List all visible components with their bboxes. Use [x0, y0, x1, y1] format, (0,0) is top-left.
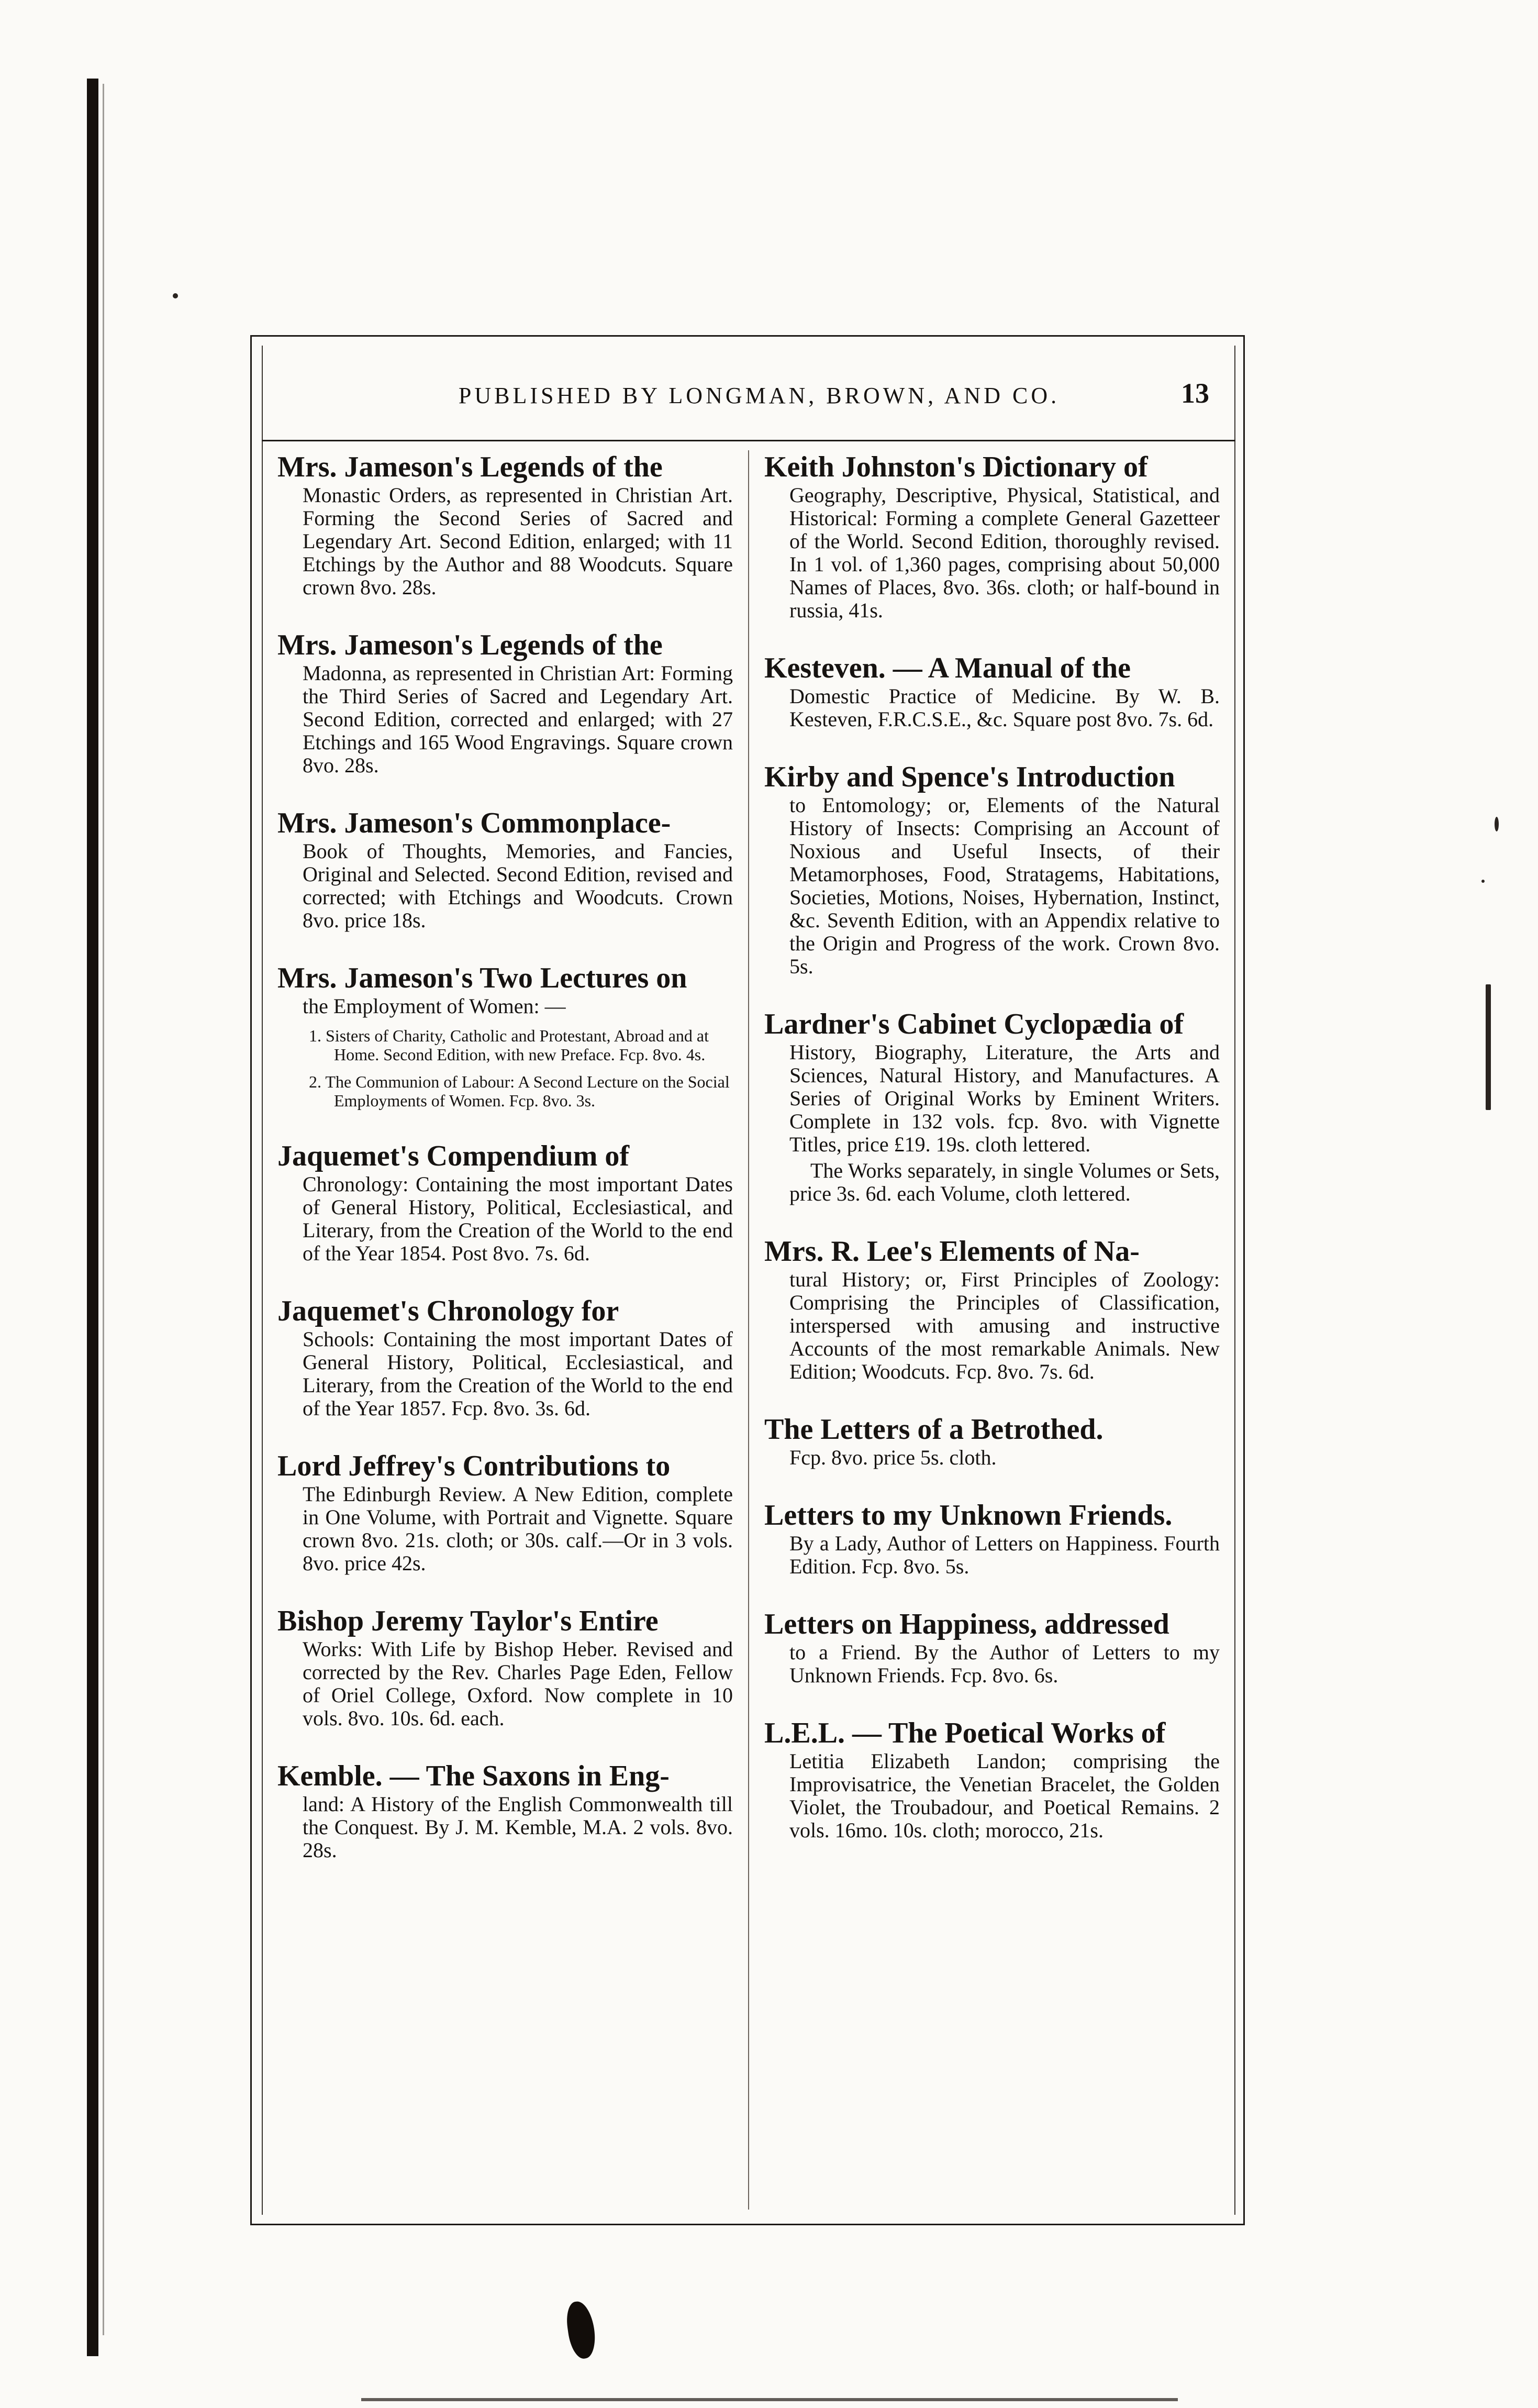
entry-title: Mrs. Jameson's Legends of the [277, 629, 663, 661]
binding-edge-shadow [87, 79, 98, 2356]
entry-body: tural History; or, First Principles of Zoology: Comprising the Principles of Classification, interspersed with amusing and instructive Accounts of the most remarkable Animals. New Edition; Woodcuts. Fcp. 8vo. 7s. 6d. [789, 1268, 1220, 1383]
entry-body: Geography, Descriptive, Physical, Statistical, and Historical: Forming a complete General Gazetteer of the World. Second Edition, thoroughly revised. In 1 vol. of 1,360 pages, comprising about 50,000 Names of Places, 8vo. 36s. cloth; or half-bound in russia, 41s. [789, 483, 1220, 622]
entry-body: Schools: Containing the most important Dates of General History, Political, Ecclesiastical, and Literary, from the Creation of the World to the end of the Year 1857. Fcp. 8vo. 3s. 6d. [303, 1327, 733, 1420]
entry-title: Mrs. Jameson's Two Lectures on [277, 962, 687, 994]
entry-body: Madonna, as represented in Christian Art: Forming the Third Series of Sacred and Legendary Art. Second Edition, corrected and enlarged; with 27 Etchings and 165 Wood Engravings. Square crown 8vo. 28s. [303, 661, 733, 777]
catalogue-entry [764, 1007, 1220, 1205]
catalogue-entry [277, 961, 733, 1110]
catalogue-entry [277, 1139, 733, 1265]
running-header [262, 361, 1235, 441]
entry-body: Works: With Life by Bishop Heber. Revised and corrected by the Rev. Charles Page Eden, Fellow of Oriel College, Oxford. Now complete in 10 vols. 8vo. 10s. 6d. each. [303, 1637, 733, 1730]
entry-title: Letters to my Unknown Friends. [764, 1499, 1173, 1532]
entry-title: Keith Johnston's Dictionary of [764, 451, 1148, 483]
entry-title: Lardner's Cabinet Cyclopædia of [764, 1008, 1184, 1040]
catalogue-entry [764, 1607, 1220, 1687]
entry-sub-item: 1. Sisters of Charity, Catholic and Protestant, Abroad and at Home. Second Edition, with new Preface. Fcp. 8vo. 4s. [309, 1026, 709, 1064]
entry-title: The Letters of a Betrothed. [764, 1413, 1104, 1446]
entry-title: Mrs. Jameson's Commonplace- [277, 807, 671, 839]
ink-speck [1495, 817, 1499, 831]
entry-title: Kemble. — The Saxons in Eng- [277, 1760, 670, 1792]
entry-title: L.E.L. — The Poetical Works of [764, 1717, 1166, 1749]
entry-body: land: A History of the English Commonwealth till the Conquest. By J. M. Kemble, M.A. 2 vols. 8vo. 28s. [303, 1792, 733, 1862]
catalogue-entry [764, 1413, 1220, 1469]
entry-body: Chronology: Containing the most important Dates of General History, Political, Ecclesiastical, and Literary, from the Creation of the World to the end of the Year 1854. Post 8vo. 7s. 6d. [303, 1172, 733, 1265]
catalogue-entry [764, 651, 1220, 731]
catalogue-entry [277, 1604, 733, 1730]
entry-body: to Entomology; or, Elements of the Natural History of Insects: Comprising an Account of Noxious and Useful Insects, of their Metamorphoses, Food, Stratagems, Habitations, Societies, Motions, Noises, Hybernation, Instinct, &c. Seventh Edition, with an Appendix relative to the Origin and Progress of the work. Crown 8vo. 5s. [789, 793, 1220, 978]
entry-sub-item: 2. The Communion of Labour: A Second Lecture on the Social Employments of Women. Fcp. 8vo. 3s. [309, 1072, 730, 1110]
ink-speck [173, 293, 178, 298]
entry-title: Bishop Jeremy Taylor's Entire [277, 1605, 659, 1637]
catalogue-entry [277, 1759, 733, 1862]
right-column [764, 450, 1220, 1871]
entry-title: Kirby and Spence's Introduction [764, 761, 1175, 793]
entry-body: Book of Thoughts, Memories, and Fancies, Original and Selected. Second Edition, revised and corrected; with Etchings and Woodcuts. Crown 8vo. price 18s. [303, 839, 733, 932]
ink-blot [564, 2300, 598, 2360]
entry-title: Lord Jeffrey's Contributions to [277, 1450, 671, 1482]
entry-body: to a Friend. By the Author of Letters to my Unknown Friends. Fcp. 8vo. 6s. [789, 1640, 1220, 1687]
entry-body: Fcp. 8vo. price 5s. cloth. [789, 1446, 997, 1469]
entry-body: The Edinburgh Review. A New Edition, complete in One Volume, with Portrait and Vignette. Square crown 8vo. 21s. cloth; or 30s. calf.—Or in 3 vols. 8vo. price 42s. [303, 1482, 733, 1575]
catalogue-entry [277, 450, 733, 599]
catalogue-entry [764, 1499, 1220, 1578]
entry-title: Kesteven. — A Manual of the [764, 652, 1131, 684]
ink-speck [1481, 880, 1485, 883]
column-rule [748, 450, 749, 2210]
catalogue-entry [277, 1449, 733, 1575]
left-column [277, 450, 733, 1891]
entry-body: the Employment of Women: — [303, 994, 566, 1018]
catalogue-entry [764, 760, 1220, 978]
catalogue-entry [764, 1716, 1220, 1842]
bottom-dash-rule [361, 2398, 1178, 2401]
entry-title: Mrs. Jameson's Legends of the [277, 451, 663, 483]
entry-note: The Works separately, in single Volumes or Sets, price 3s. 6d. each Volume, cloth lettered. [789, 1159, 1220, 1205]
catalogue-entry [277, 628, 733, 777]
entry-title: Jaquemet's Chronology for [277, 1295, 619, 1327]
entry-title: Jaquemet's Compendium of [277, 1140, 630, 1172]
entry-body: History, Biography, Literature, the Arts and Sciences, Natural History, and Manufactures. A Series of Original Works by Eminent Writers. Complete in 132 vols. fcp. 8vo. with Vignette Titles, price £19. 19s. cloth lettered. [789, 1040, 1220, 1156]
entry-body: Domestic Practice of Medicine. By W. B. Kesteven, F.R.C.S.E., &c. Square post 8vo. 7s. 6d. [789, 684, 1220, 731]
ink-speck [1486, 984, 1491, 1110]
entry-body: Letitia Elizabeth Landon; comprising the Improvisatrice, the Venetian Bracelet, the Golden Violet, the Troubadour, and Poetical Remains. 2 vols. 16mo. 10s. cloth; morocco, 21s. [789, 1749, 1220, 1842]
entry-title: Mrs. R. Lee's Elements of Na- [764, 1235, 1140, 1268]
catalogue-entry [764, 450, 1220, 622]
entry-title: Letters on Happiness, addressed [764, 1608, 1169, 1640]
running-head-title: PUBLISHED BY LONGMAN, BROWN, AND CO. [458, 383, 1060, 408]
binding-edge-line [103, 84, 104, 2335]
catalogue-entry [764, 1235, 1220, 1383]
entry-body: By a Lady, Author of Letters on Happiness. Fourth Edition. Fcp. 8vo. 5s. [789, 1532, 1220, 1578]
catalogue-entry [277, 806, 733, 932]
page-number: 13 [1181, 378, 1209, 409]
catalogue-entry [277, 1294, 733, 1420]
entry-body: Monastic Orders, as represented in Christian Art. Forming the Second Series of Sacred and Legendary Art. Second Edition, enlarged; with 11 Etchings by the Author and 88 Woodcuts. Square crown 8vo. 28s. [303, 483, 733, 599]
